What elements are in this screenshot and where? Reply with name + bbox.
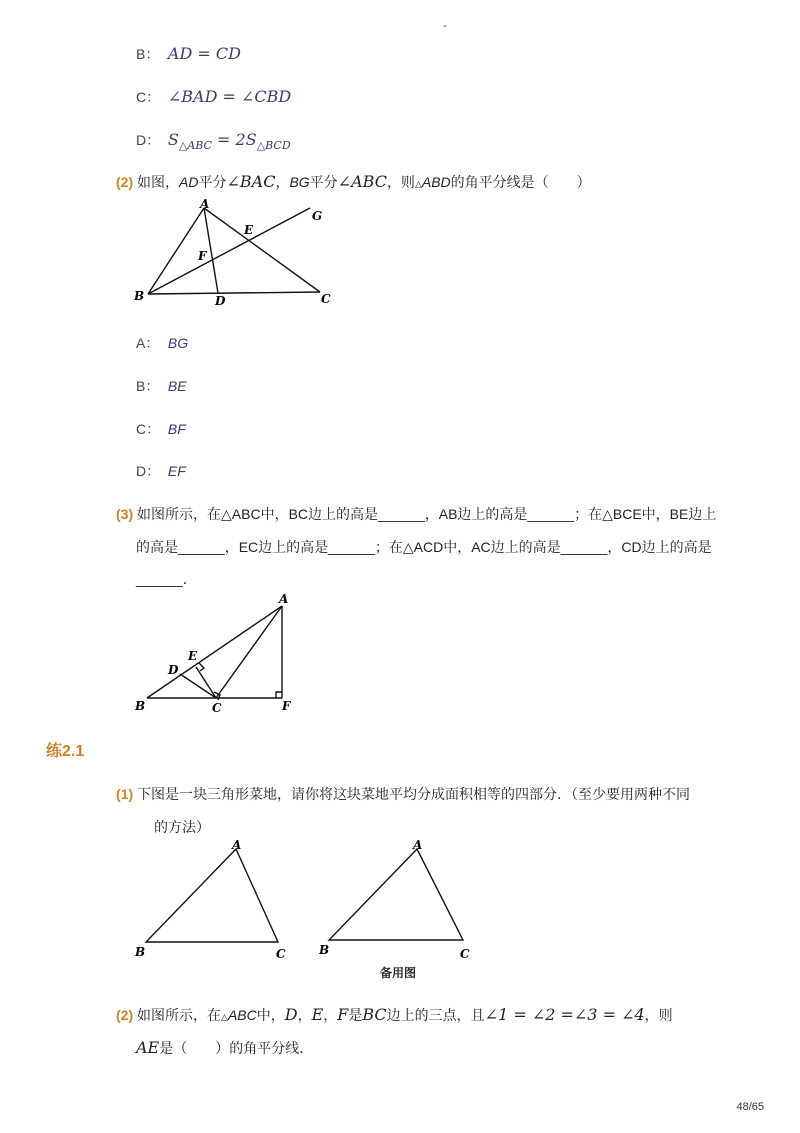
- q2-angle-abc: ∠ABC: [337, 172, 387, 191]
- label-c: C: [460, 947, 470, 961]
- p1-figure-main: [130, 836, 290, 962]
- q2-option-d[interactable]: [136, 461, 186, 481]
- q3-number: (3): [116, 506, 134, 522]
- p2-line-1: [116, 1005, 673, 1025]
- header-mark: -: [443, 18, 447, 32]
- option-key: C：: [136, 89, 161, 105]
- page-number: 48/65: [736, 1101, 764, 1113]
- segment-ac: [204, 208, 323, 292]
- p2-sep-1: ，: [297, 1007, 312, 1023]
- p1-line-1: [116, 784, 690, 804]
- q2-angle-bac: ∠BAC: [226, 172, 276, 191]
- option-value: AD = CD: [167, 44, 241, 63]
- figure-caption: 备用图: [380, 966, 417, 980]
- option-key: A：: [136, 335, 160, 351]
- label-c: C: [276, 947, 286, 961]
- q2-triangle-symbol: △: [414, 179, 422, 189]
- p1-text-1: 下图是一块三角形菜地，请你将这块菜地平均分成面积相等的四部分．（至少要用两种不同: [137, 786, 691, 802]
- label-g: G: [312, 209, 323, 223]
- q1-option-d[interactable]: [136, 130, 291, 152]
- triangle-abc: [329, 849, 463, 940]
- p2-sep-2: ，: [323, 1007, 338, 1023]
- segment-ab: [148, 208, 204, 294]
- p1-figure-spare: [315, 836, 480, 962]
- p2-text-2: 中，: [256, 1007, 285, 1023]
- p2-abc: ABC: [227, 1007, 257, 1023]
- q2-text-e: ，则: [386, 174, 415, 190]
- label-a: A: [232, 838, 242, 852]
- q1-option-b[interactable]: [136, 44, 241, 64]
- label-c: C: [212, 701, 222, 715]
- q2-bg: BG: [289, 174, 310, 190]
- p2-e: E: [311, 1005, 324, 1024]
- p1-number: (1): [116, 786, 134, 802]
- p2-f: F: [337, 1005, 349, 1024]
- q2-option-a[interactable]: [136, 333, 188, 353]
- q2-text-b: 平分: [198, 174, 227, 190]
- q3-figure: [130, 588, 300, 716]
- label-a: A: [279, 592, 289, 606]
- p2-number: (2): [116, 1007, 134, 1023]
- q2-abd: ABD: [421, 174, 451, 190]
- option-value: ∠BAD = ∠CBD: [167, 87, 292, 106]
- p2-line-2: [136, 1038, 313, 1058]
- p2-ae: AE: [136, 1038, 160, 1057]
- option-key: D：: [136, 463, 161, 479]
- q2-text-a: 如图，: [137, 174, 180, 190]
- label-a: A: [413, 838, 423, 852]
- q2-option-c[interactable]: [136, 419, 186, 439]
- option-value-mid: = 2S: [211, 130, 257, 149]
- label-f: F: [282, 699, 291, 713]
- q2-option-b[interactable]: [136, 376, 187, 396]
- segment-ab: [147, 606, 282, 698]
- segment-ac: [216, 606, 282, 698]
- triangle-abc: [146, 849, 278, 942]
- label-d: D: [168, 663, 179, 677]
- p2-triangle-symbol: △: [221, 1012, 228, 1022]
- q2-figure: [130, 196, 340, 311]
- ray-bg: [148, 208, 310, 294]
- q2-number: (2): [116, 174, 134, 190]
- q1-option-c[interactable]: [136, 87, 291, 107]
- label-e: E: [244, 223, 254, 237]
- p2-text-4: 边上的三点，且: [386, 1007, 485, 1023]
- segment-ce: [196, 667, 216, 698]
- right-angle-e: [199, 663, 204, 671]
- segment-bc: [148, 292, 320, 294]
- label-b: B: [319, 943, 330, 957]
- option-value-main: S: [167, 130, 179, 149]
- p2-text-6: 是（ ）的角平分线．: [159, 1040, 314, 1056]
- q2-text-f: 的角平分线是（ ）: [450, 174, 591, 190]
- option-value: EF: [167, 463, 186, 479]
- q2-ad: AD: [179, 174, 199, 190]
- option-key: B：: [136, 46, 160, 62]
- p2-d: D: [284, 1005, 298, 1024]
- p2-text-5: ，则: [644, 1007, 673, 1023]
- p2-bc: BC: [362, 1005, 387, 1024]
- section-heading: 练2.1: [46, 743, 85, 760]
- q3-line-2: 的高是______，EC边上的高是______；在△ACD中，AC边上的高是______，CD边上的高是: [136, 539, 712, 555]
- q2-stem: [116, 172, 591, 192]
- segment-cd: [180, 674, 216, 698]
- label-b: B: [134, 289, 145, 303]
- option-key: B：: [136, 378, 160, 394]
- label-e: E: [188, 649, 198, 663]
- p2-text-3: 是: [348, 1007, 363, 1023]
- option-value: BF: [167, 421, 186, 437]
- q2-text-c: ，: [275, 174, 290, 190]
- label-b: B: [135, 699, 146, 713]
- option-value-sub: △ABC: [178, 138, 212, 152]
- option-value: BE: [167, 378, 187, 394]
- label-c: C: [321, 292, 331, 306]
- right-angle-f: [276, 692, 282, 698]
- p2-angles: ∠1 = ∠2 =∠3 = ∠4: [484, 1005, 645, 1024]
- option-key: C：: [136, 421, 161, 437]
- label-f: F: [198, 249, 207, 263]
- option-value-sub2: △BCD: [256, 138, 291, 152]
- q3-line-1: [116, 504, 716, 524]
- p2-text-1: 如图所示，在: [137, 1007, 222, 1023]
- q2-text-d: 平分: [309, 174, 338, 190]
- label-a: A: [200, 197, 210, 211]
- option-key: D：: [136, 132, 161, 148]
- p1-line-2: 的方法）: [154, 819, 210, 835]
- label-b: B: [135, 945, 146, 959]
- q3-text-1: 如图所示，在△ABC中，BC边上的高是______，AB边上的高是______；在△BCE中，BE边上: [137, 506, 717, 522]
- label-d: D: [215, 294, 226, 308]
- option-value: BG: [167, 335, 189, 351]
- q3-line-3: ______．: [136, 571, 197, 587]
